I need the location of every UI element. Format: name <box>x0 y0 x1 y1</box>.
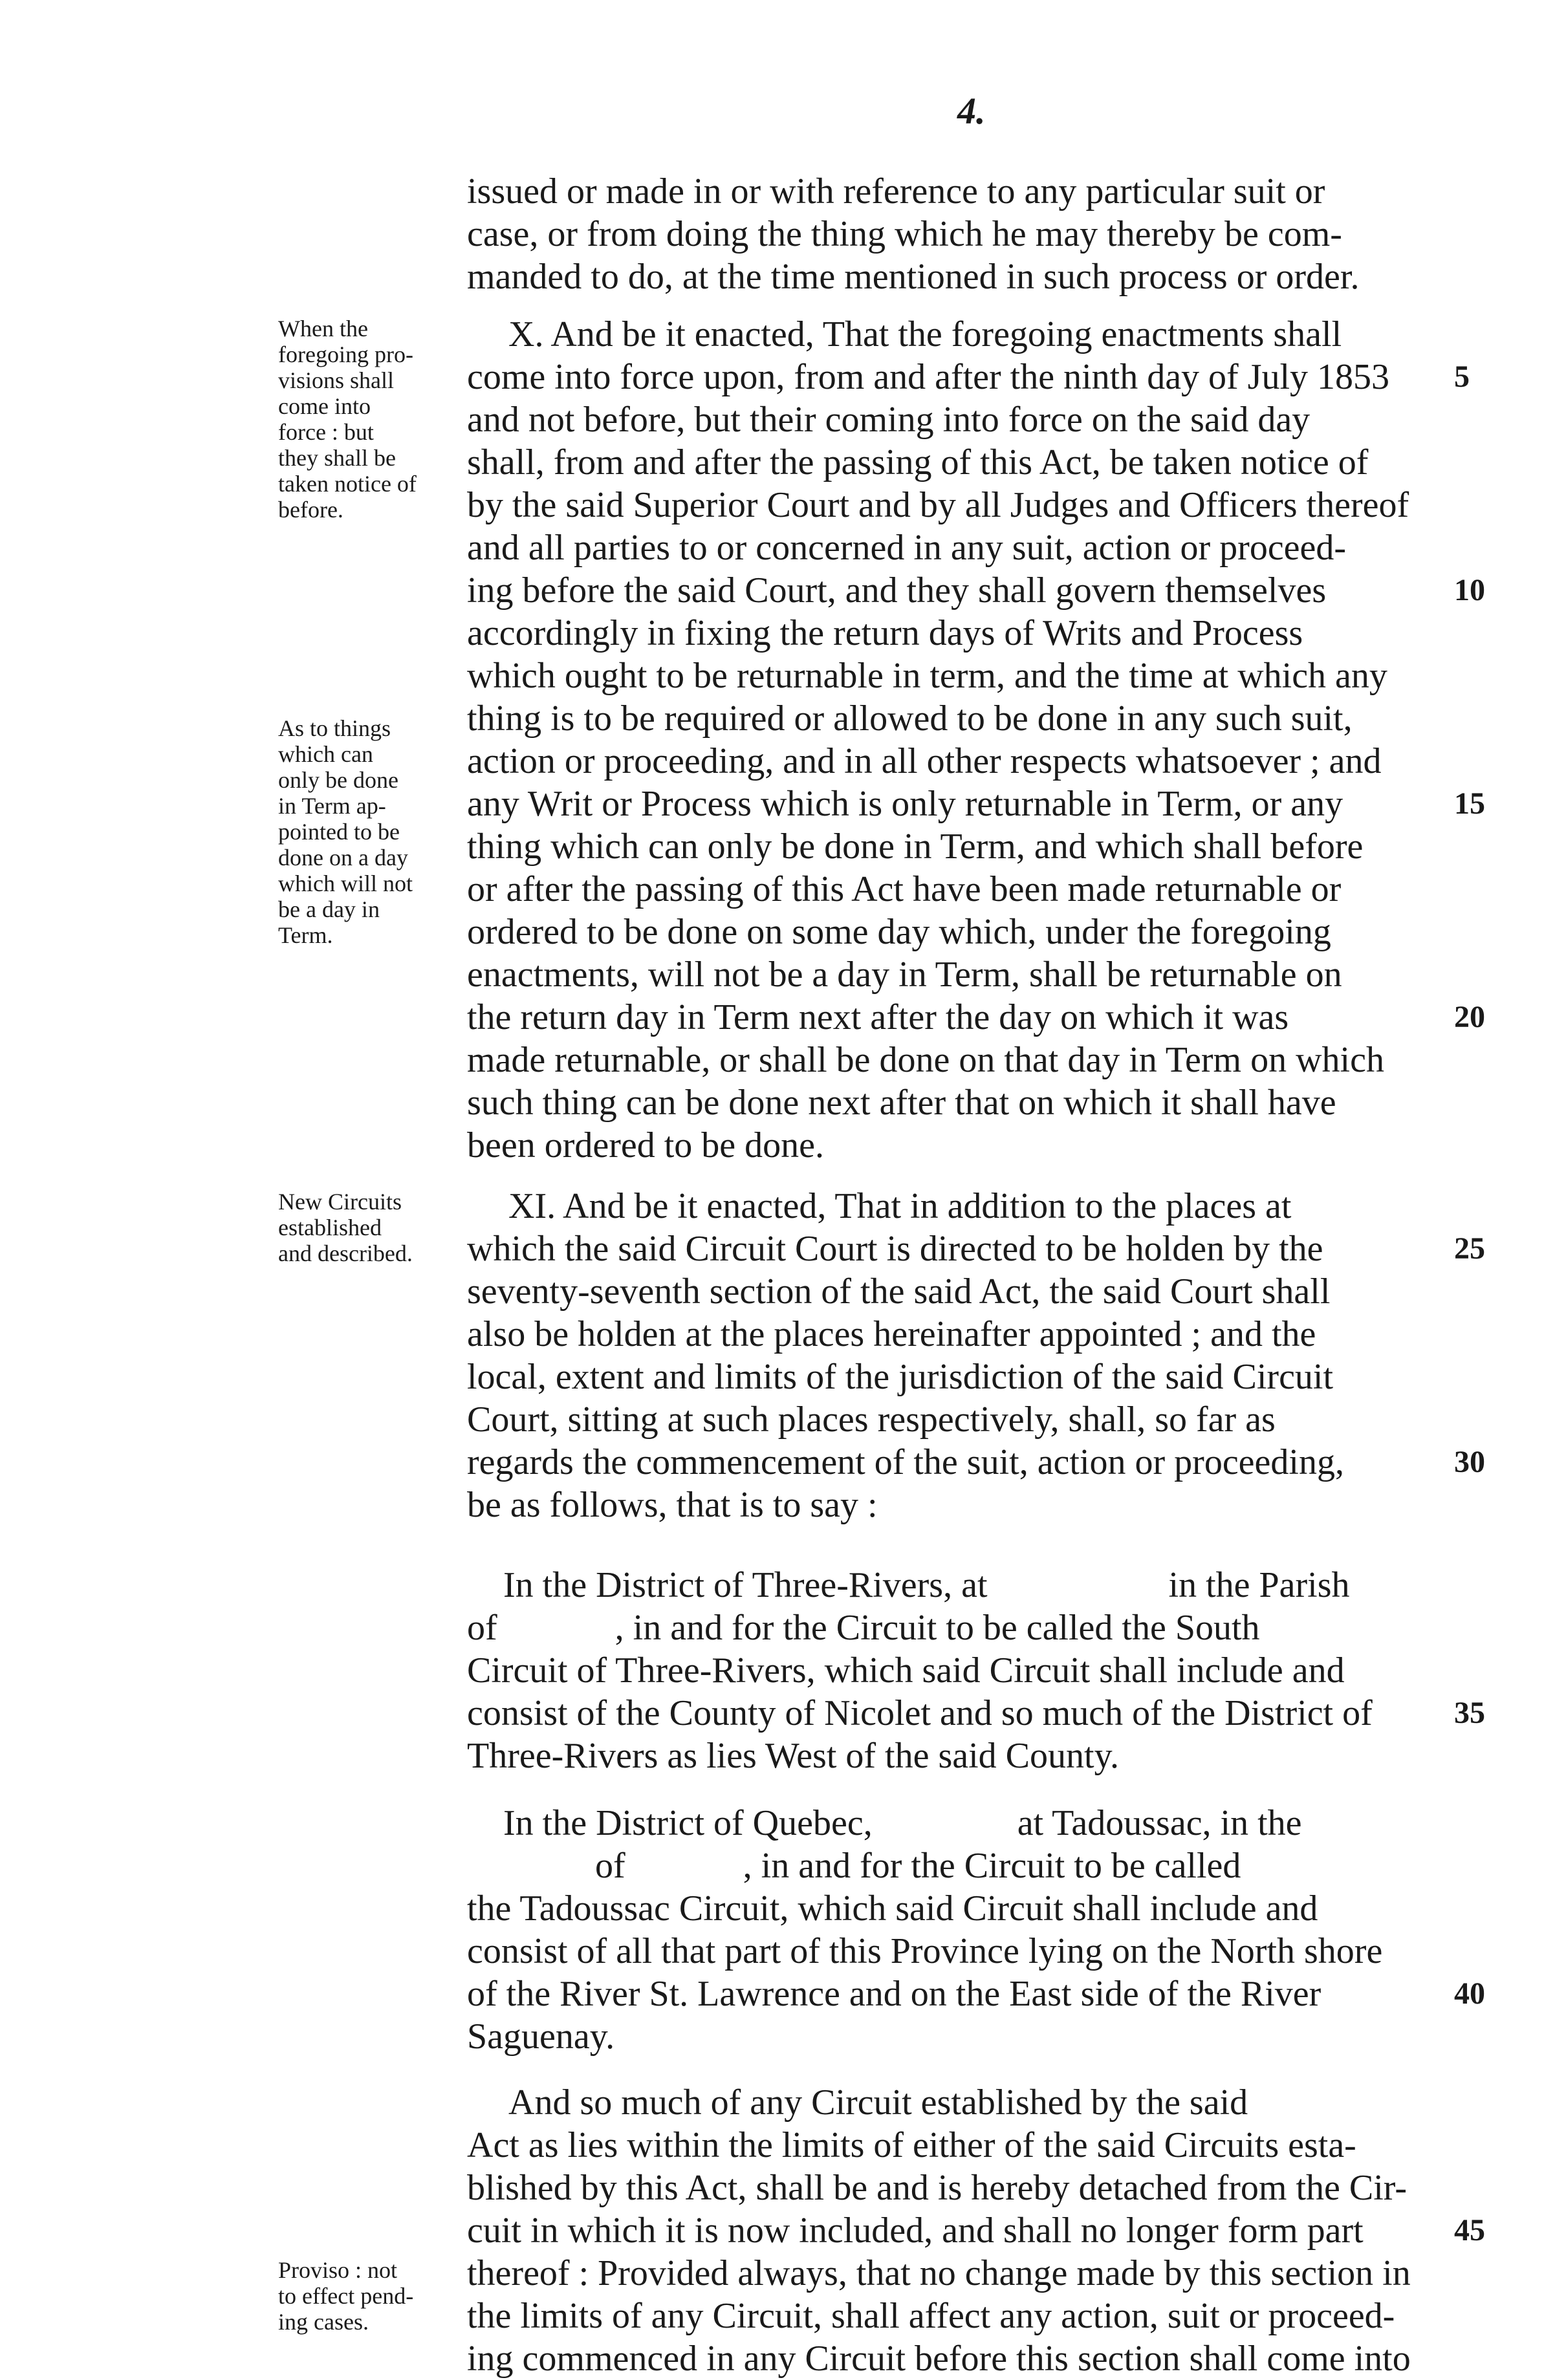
body-line: In the District of Three-Rivers, at in the Parish <box>503 1565 1350 1605</box>
body-line: shall, from and after the passing of this Act, be taken notice of <box>467 442 1369 482</box>
body-line: also be holden at the places hereinafter appointed ; and the <box>467 1314 1316 1354</box>
body-line: cuit in which it is now included, and shall no longer form part <box>467 2211 1364 2251</box>
body-line: action or proceeding, and in all other respects whatsoever ; and <box>467 741 1382 781</box>
line-number: 35 <box>1454 1696 1485 1730</box>
body-line: of , in and for the Circuit to be called the South <box>467 1608 1260 1648</box>
body-line: issued or made in or with reference to any particular suit or <box>467 171 1325 211</box>
body-line: ing before the said Court, and they shall govern themselves <box>467 570 1327 611</box>
margin-note-line: established <box>278 1215 382 1240</box>
margin-note-line: be a day in <box>278 896 380 922</box>
margin-note-line: to effect pend- <box>278 2283 414 2309</box>
body-line: the Tadoussac Circuit, which said Circuit shall include and <box>467 1888 1318 1929</box>
body-line: manded to do, at the time mentioned in such process or order. <box>467 257 1360 297</box>
margin-note-line: force : but <box>278 419 374 445</box>
margin-note-line: As to things <box>278 715 391 741</box>
margin-note-line: in Term ap- <box>278 793 386 819</box>
body-line: enactments, will not be a day in Term, shall be returnable on <box>467 955 1342 995</box>
margin-note-line: done on a day <box>278 845 408 871</box>
margin-note-line: pointed to be <box>278 819 400 845</box>
margin-note-line: Term. <box>278 922 333 948</box>
margin-note-line: before. <box>278 497 343 523</box>
body-line: Circuit of Three-Rivers, which said Circuit shall include and <box>467 1650 1345 1691</box>
body-line: X. And be it enacted, That the foregoing enactments shall <box>508 314 1342 354</box>
body-line: such thing can be done next after that on which it shall have <box>467 1083 1336 1123</box>
margin-note-line: they shall be <box>278 445 396 471</box>
body-line: the return day in Term next after the day on which it was <box>467 997 1289 1037</box>
margin-note-line: which will not <box>278 871 413 896</box>
body-line: made returnable, or shall be done on that day in Term on which <box>467 1040 1384 1080</box>
margin-note-line: When the <box>278 316 368 341</box>
body-line: be as follows, that is to say : <box>467 1485 878 1525</box>
body-line: thing which can only be done in Term, and which shall before <box>467 827 1364 867</box>
body-line: consist of the County of Nicolet and so much of the District of <box>467 1693 1373 1733</box>
margin-note-line: come into <box>278 393 371 419</box>
body-line: or after the passing of this Act have been made returnable or <box>467 869 1342 909</box>
body-line: any Writ or Process which is only returnable in Term, or any <box>467 784 1343 824</box>
body-line: Court, sitting at such places respectively, shall, so far as <box>467 1400 1276 1440</box>
margin-note-line: ing cases. <box>278 2309 369 2335</box>
line-number: 10 <box>1454 573 1485 607</box>
margin-note-line: taken notice of <box>278 471 417 497</box>
body-line: ing commenced in any Circuit before this section shall come into <box>467 2339 1411 2379</box>
body-line: Act as lies within the limits of either of the said Circuits esta- <box>467 2125 1356 2165</box>
body-line: the limits of any Circuit, shall affect any action, suit or proceed- <box>467 2296 1395 2336</box>
page-number: 4. <box>957 90 986 132</box>
body-line: of , in and for the Circuit to be called <box>595 1846 1241 1886</box>
margin-note-line: only be done <box>278 767 398 793</box>
margin-note-line: and described. <box>278 1240 413 1266</box>
body-line: In the District of Quebec, at Tadoussac, in the <box>503 1803 1302 1843</box>
line-number: 20 <box>1454 1000 1485 1034</box>
body-line: of the River St. Lawrence and on the East side of the River <box>467 1974 1321 2014</box>
line-number: 5 <box>1454 360 1470 394</box>
body-line: which ought to be returnable in term, and the time at which any <box>467 656 1387 696</box>
body-line: accordingly in fixing the return days of Writs and Process <box>467 613 1303 653</box>
body-line: XI. And be it enacted, That in addition to the places at <box>508 1186 1292 1226</box>
body-line: case, or from doing the thing which he may thereby be com- <box>467 214 1342 254</box>
body-line: local, extent and limits of the jurisdiction of the said Circuit <box>467 1357 1334 1397</box>
line-number: 40 <box>1454 1976 1485 2011</box>
body-line: and all parties to or concerned in any suit, action or proceed- <box>467 528 1347 568</box>
body-line: ordered to be done on some day which, under the foregoing <box>467 912 1331 952</box>
margin-note-line: New Circuits <box>278 1189 402 1215</box>
body-line: been ordered to be done. <box>467 1125 824 1165</box>
body-line: which the said Circuit Court is directed to be holden by the <box>467 1229 1323 1269</box>
body-line: Saguenay. <box>467 2017 615 2057</box>
body-line: thing is to be required or allowed to be done in any such suit, <box>467 698 1353 739</box>
body-line: Three-Rivers as lies West of the said County. <box>467 1736 1119 1776</box>
margin-note-line: foregoing pro- <box>278 341 413 367</box>
body-line: come into force upon, from and after the ninth day of July 1853 <box>467 357 1390 397</box>
body-line: thereof : Provided always, that no change made by this section in <box>467 2253 1411 2293</box>
body-line: blished by this Act, shall be and is hereby detached from the Cir- <box>467 2168 1407 2208</box>
line-number: 45 <box>1454 2213 1485 2247</box>
body-line: seventy-seventh section of the said Act, the said Court shall <box>467 1271 1331 1312</box>
margin-note-line: which can <box>278 741 373 767</box>
line-number: 15 <box>1454 786 1485 821</box>
line-number: 30 <box>1454 1445 1485 1479</box>
body-line: And so much of any Circuit established by the said <box>508 2082 1248 2123</box>
body-line: by the said Superior Court and by all Judges and Officers thereof <box>467 485 1409 525</box>
margin-note-line: visions shall <box>278 367 395 393</box>
body-line: and not before, but their coming into force on the said day <box>467 400 1310 440</box>
body-line: regards the commencement of the suit, action or proceeding, <box>467 1442 1344 1482</box>
line-number: 25 <box>1454 1231 1485 1266</box>
margin-note-line: Proviso : not <box>278 2257 398 2283</box>
body-line: consist of all that part of this Province lying on the North shore <box>467 1931 1383 1971</box>
